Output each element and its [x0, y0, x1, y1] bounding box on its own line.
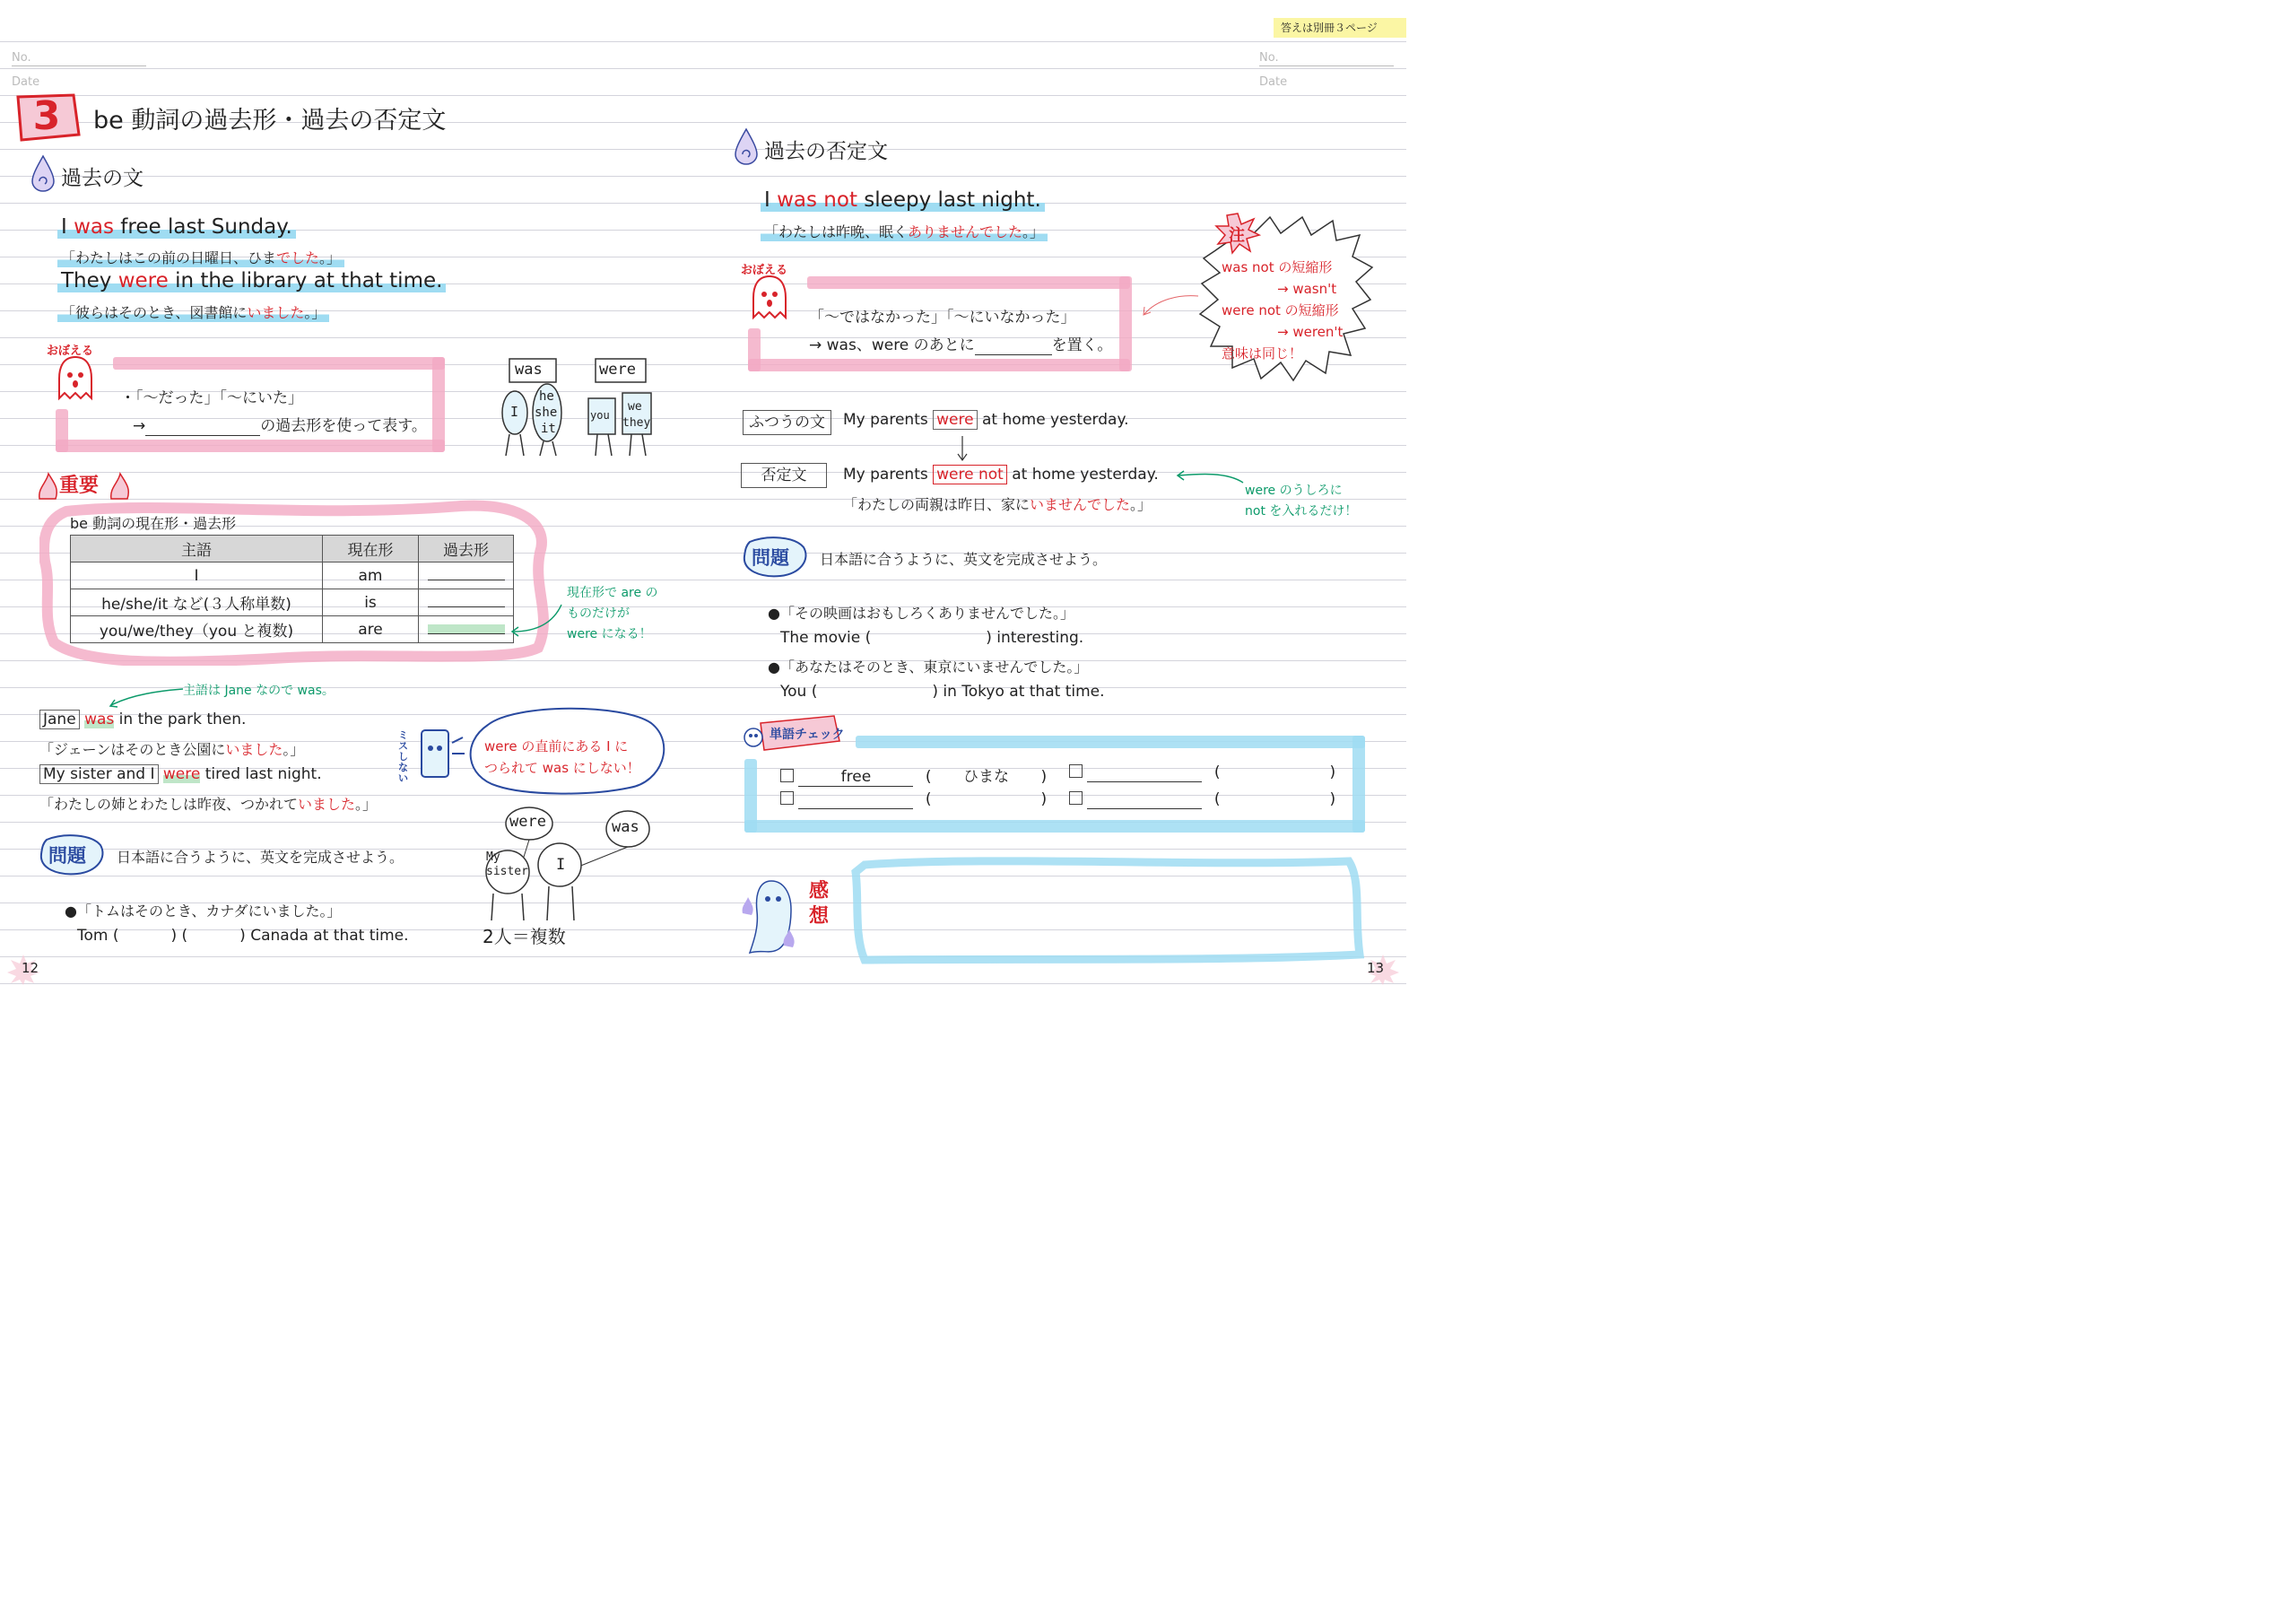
cell-subject: he/she/it など(３人称単数): [71, 589, 323, 616]
memo-frame-bottom: [748, 359, 1130, 371]
note-label: 注: [1229, 226, 1245, 245]
ex4-jp-post: 。」: [355, 796, 378, 813]
cell-subject: I: [71, 562, 323, 589]
ex4-verb: were: [162, 765, 201, 783]
memo-badge: [47, 341, 104, 404]
vocab-paren-open: (: [925, 768, 932, 786]
right-page: [703, 0, 1406, 990]
ex5-jp-verb: ありませんでした: [908, 223, 1023, 240]
was-were-illustration: [491, 353, 662, 461]
left-page: [0, 0, 703, 990]
ex2-jp-verb: いました: [247, 304, 305, 321]
vocab-paren-close: ): [1329, 790, 1336, 808]
section-title-past: 過去の文: [61, 167, 144, 190]
header-present: 現在形: [323, 536, 419, 562]
vocab-badge: [741, 714, 845, 754]
arrow-icon: [106, 685, 187, 711]
q1-pre: Tom (: [77, 927, 119, 945]
q3-post: ) in Tokyo at that time.: [932, 683, 1105, 701]
vocab-frame-bottom: [744, 820, 1365, 833]
memo-line-2: [133, 413, 427, 436]
memo-line-2: [809, 332, 1112, 355]
example-3: [39, 711, 246, 728]
normal-post: at home yesterday.: [977, 411, 1129, 429]
question-2-jp: ●「その映画はおもしろくありませんでした。」: [768, 605, 1074, 622]
memo-frame-top: [113, 357, 445, 370]
memo-frame-left: [748, 328, 761, 371]
question-3-en: [780, 683, 1105, 701]
memo-line-1: ・「〜だった」「〜にいた」: [120, 389, 303, 407]
q3-blank[interactable]: [817, 683, 932, 701]
vocab-item: [780, 790, 1047, 809]
q1-mid: ) (: [170, 927, 188, 945]
subject-she: she: [535, 406, 558, 420]
negative-pre: My parents: [843, 466, 934, 484]
mistake-badge: [398, 725, 470, 788]
header-subject: 主語: [71, 536, 323, 562]
memo-badge: [741, 260, 798, 323]
normal-label: ふつうの文: [743, 410, 831, 435]
memo-frame-top: [807, 276, 1130, 289]
subject-we: we: [628, 400, 642, 414]
memo-blank[interactable]: [975, 336, 1052, 355]
negative-note-line-2: not を入れるだけ！: [1245, 504, 1358, 519]
question-1-en: [77, 927, 409, 945]
ex4-post: tired last night.: [200, 765, 322, 783]
important-label: 重要: [59, 475, 100, 497]
vocab-label: 単語チェック: [770, 728, 845, 742]
subject-they: they: [622, 416, 651, 430]
note-text: [1222, 257, 1343, 364]
ex2-post: in the library at that time.: [168, 269, 443, 292]
note-line-3: were not の短縮形: [1222, 302, 1339, 318]
note-line-5: 意味は同じ！: [1222, 345, 1303, 362]
vocab-frame-left: [744, 759, 757, 833]
past-blank-highlighted[interactable]: [428, 624, 505, 634]
vocab-meaning: ひまな: [962, 768, 1009, 786]
table-row: [71, 562, 514, 589]
problem-label: 問題: [752, 547, 789, 569]
were-sign: were: [599, 361, 636, 379]
ex5-pre: I: [764, 188, 778, 212]
note-line-1: was not の短縮形: [1222, 259, 1333, 275]
negative-verb: were not: [933, 465, 1007, 484]
vocab-word: free: [798, 768, 913, 787]
q1-post: ) Canada at that time.: [239, 927, 409, 945]
ex2-jp-pre: 「彼らはそのとき、図書館に: [61, 304, 248, 321]
negative-note: [1245, 481, 1357, 522]
subject-it: it: [541, 422, 556, 436]
arrow-icon: [1173, 465, 1245, 488]
ex5-jp-pre: 「わたしは昨晩、眠く: [764, 223, 909, 240]
negative-post: at home yesterday.: [1006, 466, 1159, 484]
example-1: [57, 215, 296, 239]
ex3-jp-post: 。」: [283, 741, 305, 758]
memo-frame-left: [56, 409, 68, 452]
drop-icon: [734, 127, 759, 165]
neg-jp-pre: 「わたしの両親は昨日、家に: [843, 496, 1031, 513]
memo-blank[interactable]: [145, 417, 260, 436]
note-line-2: → wasn't: [1277, 281, 1337, 297]
q1-blank-2[interactable]: [187, 927, 239, 945]
was-sign: was: [515, 361, 543, 379]
ex5-jp-post: 。」: [1022, 223, 1045, 240]
impression-badge: [739, 863, 838, 962]
ex1-post: free last Sunday.: [114, 215, 292, 239]
negative-note-line-1: were のうしろに: [1245, 484, 1343, 498]
neg-jp-post: 。」: [1130, 496, 1152, 513]
memo-frame-right: [1119, 276, 1132, 371]
memo-line-2-post: の過去形を使って表す。: [260, 417, 427, 435]
example-5: [761, 188, 1045, 212]
no-line: [12, 65, 146, 66]
answer-tag: 答えは別冊３ページ: [1274, 18, 1406, 38]
section-title-negative: 過去の否定文: [764, 140, 888, 163]
example-1-jp: [57, 247, 344, 267]
ex1-verb: was: [74, 215, 114, 239]
memo-label: おぼえる: [741, 264, 788, 277]
unit-badge: [13, 92, 81, 142]
date-label: Date: [12, 75, 40, 89]
vocab-item: [1069, 763, 1335, 782]
vocab-checkbox[interactable]: [1069, 764, 1083, 778]
vocab-item: [1069, 790, 1335, 809]
vocab-paren-open: (: [1213, 790, 1221, 808]
q2-post: ) interesting.: [986, 629, 1084, 647]
note-line-4: → weren't: [1277, 324, 1344, 340]
example-2: [57, 269, 446, 292]
memo-label: おぼえる: [47, 344, 94, 358]
neg-jp-verb: いませんでした: [1030, 496, 1131, 513]
bubble-line-2: つられて was にしない！: [484, 760, 640, 776]
table-note: [567, 583, 658, 645]
ex4-subject: My sister and I: [39, 764, 159, 784]
past-blank[interactable]: [428, 594, 505, 607]
memo-line-2-post: を置く。: [1051, 336, 1113, 354]
arrow-icon: [1139, 292, 1202, 319]
question-2-en: [780, 629, 1083, 647]
vocab-item: [780, 763, 1047, 787]
problem-badge: [38, 833, 106, 877]
table-note-line-1: 現在形で are の: [567, 586, 658, 600]
q1-blank-1[interactable]: [119, 927, 171, 945]
ex2-pre: They: [61, 269, 118, 292]
arrow-icon: [508, 601, 567, 637]
normal-pre: My parents: [843, 411, 934, 429]
vocab-paren-open: (: [925, 790, 932, 808]
ex3-verb: was: [84, 711, 115, 728]
normal-sentence: [843, 411, 1129, 429]
bubble-text: [484, 736, 640, 779]
vocab-paren-close: ): [1040, 790, 1048, 808]
no-line: [1259, 65, 1394, 66]
date-label: Date: [1259, 75, 1288, 89]
person-my-sister: My sister: [486, 850, 528, 878]
page-title: be 動詞の過去形・過去の否定文: [93, 107, 447, 135]
cell-present: am: [323, 562, 419, 589]
memo-frame-right: [432, 357, 445, 452]
table-header-row: [71, 536, 514, 562]
ex3-post: in the park then.: [114, 711, 247, 728]
page-number-right: 13: [1367, 960, 1385, 976]
ex3-jp-verb: いました: [225, 741, 283, 758]
ex2-verb: were: [117, 269, 169, 292]
memo-frame-bottom: [56, 440, 445, 452]
past-blank[interactable]: [428, 567, 505, 580]
normal-verb: were: [933, 410, 977, 430]
vocab-paren-open: (: [1213, 763, 1221, 781]
balloon-were: were: [509, 813, 546, 831]
memo-line-1: 「〜ではなかった」「〜にいなかった」: [809, 309, 1076, 327]
ex1-pre: I: [61, 215, 74, 239]
ex3-subject: Jane: [39, 710, 80, 729]
q2-blank[interactable]: [871, 629, 986, 647]
subject-he: he: [539, 389, 554, 404]
impression-area[interactable]: [874, 868, 1340, 951]
table-row: [71, 589, 514, 616]
example-4-jp: [39, 793, 377, 814]
memo-line-2-pre: → was、were のあとに: [809, 336, 975, 354]
ex1-jp-post: 。」: [319, 249, 342, 266]
drop-icon: [30, 154, 56, 192]
subject-you: you: [590, 409, 610, 422]
no-label: No.: [1259, 51, 1279, 65]
memo-arrow: →: [133, 417, 146, 435]
plural-caption: 2人＝複数: [483, 926, 566, 947]
vocab-frame-right: [1352, 736, 1365, 833]
negative-sentence: [843, 466, 1159, 484]
ex5-post: sleepy last night.: [857, 188, 1041, 212]
vocab-word[interactable]: [798, 790, 913, 809]
unit-number: 3: [32, 93, 61, 139]
vocab-checkbox[interactable]: [780, 769, 794, 782]
cell-past-blank[interactable]: [419, 589, 514, 616]
page-number-left: 12: [22, 960, 39, 976]
cell-past-blank[interactable]: [419, 616, 514, 643]
vocab-checkbox[interactable]: [1069, 791, 1083, 805]
vocab-word[interactable]: [1087, 763, 1202, 782]
ex3-jp-pre: 「ジェーンはそのとき公園に: [39, 741, 226, 758]
ex5-verb: was not: [777, 188, 857, 212]
bubble-line-1: were の直前にある I に: [484, 738, 629, 754]
ex4-jp-verb: いました: [298, 796, 356, 813]
problem-instruction: 日本語に合うように、英文を完成させよう。: [117, 849, 404, 866]
example-4: [39, 765, 322, 783]
ex4-jp-pre: 「わたしの姉とわたしは昨夜、つかれて: [39, 796, 299, 813]
subject-i: I: [510, 404, 519, 420]
no-label: No.: [12, 51, 31, 65]
cell-present: are: [323, 616, 419, 643]
vocab-frame-top: [856, 736, 1365, 748]
balloon-was: was: [612, 818, 639, 836]
verb-table: [70, 535, 514, 643]
table-note-line-2: ものだけが: [567, 606, 630, 621]
table-note-line-3: were になる！: [567, 627, 652, 641]
negative-label: 否定文: [741, 463, 827, 488]
problem-badge: [741, 535, 809, 580]
down-arrow-icon: [956, 434, 969, 463]
vocab-paren-close: ): [1329, 763, 1336, 781]
cell-present: is: [323, 589, 419, 616]
cell-subject: you/we/they（you と複数): [71, 616, 323, 643]
problem-label: 問題: [48, 845, 86, 867]
header-past: 過去形: [419, 536, 514, 562]
problem-instruction: 日本語に合うように、英文を完成させよう。: [820, 551, 1108, 568]
ex1-jp-verb: でした: [276, 249, 320, 266]
table-row: [71, 616, 514, 643]
cell-past-blank[interactable]: [419, 562, 514, 589]
example-3-jp: [39, 738, 304, 759]
subject-note: 主語は Jane なので was。: [183, 684, 335, 698]
vocab-checkbox[interactable]: [780, 791, 794, 805]
negative-jp: [843, 493, 1152, 514]
example-5-jp: [761, 221, 1048, 241]
q3-pre: You (: [780, 683, 818, 701]
person-i: I: [556, 856, 566, 874]
question-1-jp: ●「トムはそのとき、カナダにいました。」: [65, 903, 342, 920]
impression-label: 感想: [809, 880, 830, 928]
q2-pre: The movie (: [780, 629, 872, 647]
example-2-jp: [57, 301, 329, 322]
table-caption: be 動詞の現在形・過去形: [70, 515, 237, 532]
vocab-paren-close: ): [1040, 768, 1048, 786]
plural-illustration: [466, 806, 657, 947]
question-3-jp: ●「あなたはそのとき、東京にいませんでした。」: [768, 658, 1089, 676]
mistake-label: ミスしない: [398, 729, 408, 784]
ex2-jp-post: 。」: [304, 304, 326, 321]
ex1-jp-pre: 「わたしはこの前の日曜日、ひま: [61, 249, 277, 266]
vocab-word[interactable]: [1087, 790, 1202, 809]
